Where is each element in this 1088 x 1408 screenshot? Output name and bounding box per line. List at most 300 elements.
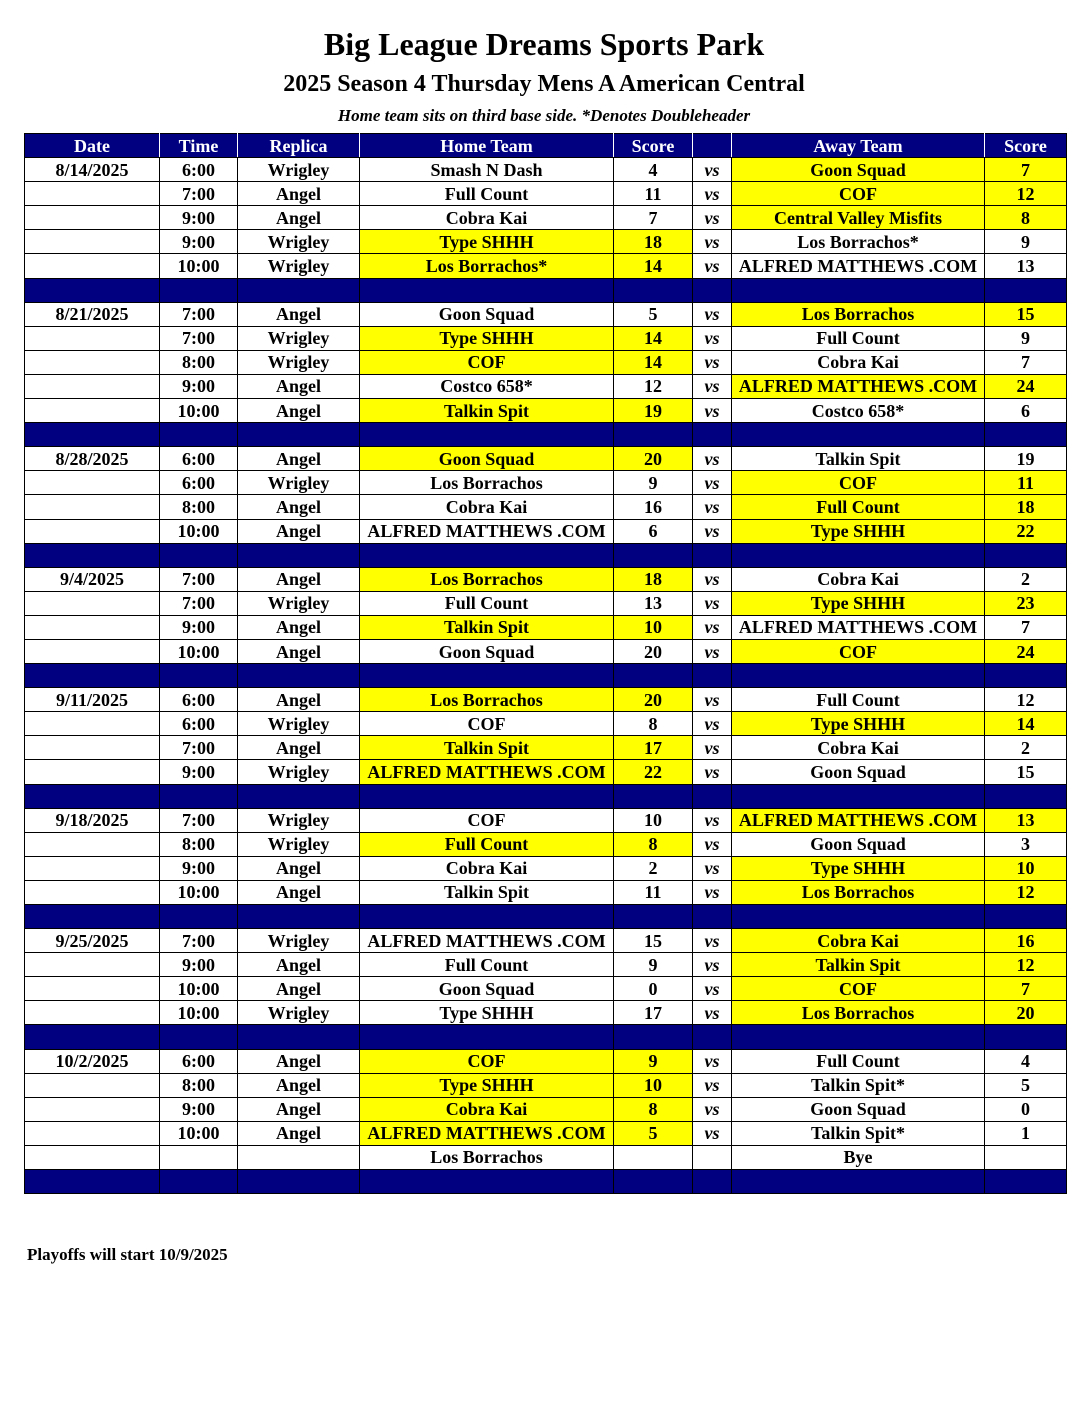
game-time: 7:00 [160, 929, 238, 953]
separator-cell [732, 1025, 985, 1049]
separator-cell [614, 905, 693, 929]
game-field: Angel [238, 495, 360, 519]
home-score: 17 [614, 1001, 693, 1025]
week-separator-row [25, 664, 1067, 688]
game-row [25, 736, 1067, 760]
away-score: 12 [985, 880, 1067, 904]
game-row [25, 471, 1067, 495]
game-field: Wrigley [238, 591, 360, 615]
away-team: Cobra Kai [732, 567, 985, 591]
away-score: 5 [985, 1073, 1067, 1097]
home-score: 8 [614, 1097, 693, 1121]
separator-cell [238, 278, 360, 302]
home-score: 11 [614, 182, 693, 206]
col-header-away-team: Away Team [732, 134, 985, 158]
game-row [25, 447, 1067, 471]
game-row [25, 1049, 1067, 1073]
col-header-replica: Replica [238, 134, 360, 158]
separator-cell [614, 423, 693, 447]
game-date [25, 1097, 160, 1121]
game-field: Angel [238, 639, 360, 663]
game-time: 9:00 [160, 374, 238, 398]
home-team: Cobra Kai [360, 1097, 614, 1121]
game-row [25, 326, 1067, 350]
game-row [25, 374, 1067, 398]
away-team: Bye [732, 1145, 985, 1169]
away-team: Goon Squad [732, 1097, 985, 1121]
separator-cell [238, 543, 360, 567]
separator-cell [985, 664, 1067, 688]
home-score: 15 [614, 929, 693, 953]
vs-label: vs [693, 1121, 732, 1145]
game-row [25, 832, 1067, 856]
game-date: 9/18/2025 [25, 808, 160, 832]
away-score: 2 [985, 736, 1067, 760]
game-field: Angel [238, 302, 360, 326]
page-title: Big League Dreams Sports Park [323, 26, 765, 62]
vs-label: vs [693, 1049, 732, 1073]
separator-cell [360, 1025, 614, 1049]
vs-label: vs [693, 519, 732, 543]
game-date [25, 1001, 160, 1025]
game-row [25, 182, 1067, 206]
game-time: 9:00 [160, 615, 238, 639]
home-team: Type SHHH [360, 326, 614, 350]
home-score: 12 [614, 374, 693, 398]
game-time: 6:00 [160, 447, 238, 471]
game-row [25, 808, 1067, 832]
home-team: Smash N Dash [360, 158, 614, 182]
home-team: COF [360, 1049, 614, 1073]
game-time: 8:00 [160, 350, 238, 374]
game-time: 7:00 [160, 182, 238, 206]
vs-label: vs [693, 856, 732, 880]
separator-cell [238, 784, 360, 808]
game-date [25, 953, 160, 977]
game-row [25, 880, 1067, 904]
home-team: ALFRED MATTHEWS .COM [360, 1121, 614, 1145]
schedule-table [24, 133, 1067, 1194]
game-time: 7:00 [160, 567, 238, 591]
vs-label: vs [693, 977, 732, 1001]
home-team: Full Count [360, 832, 614, 856]
home-team: Goon Squad [360, 447, 614, 471]
home-team: Type SHHH [360, 230, 614, 254]
game-row [25, 254, 1067, 278]
away-score: 20 [985, 1001, 1067, 1025]
separator-cell [238, 423, 360, 447]
game-date: 8/28/2025 [25, 447, 160, 471]
away-score: 23 [985, 591, 1067, 615]
separator-cell [160, 664, 238, 688]
game-time: 8:00 [160, 832, 238, 856]
away-score: 2 [985, 567, 1067, 591]
game-date [25, 639, 160, 663]
vs-label: vs [693, 302, 732, 326]
game-date [25, 736, 160, 760]
away-team: COF [732, 471, 985, 495]
game-date [25, 1073, 160, 1097]
vs-label: vs [693, 182, 732, 206]
separator-cell [614, 1170, 693, 1194]
home-score: 17 [614, 736, 693, 760]
separator-cell [160, 905, 238, 929]
vs-label [693, 1145, 732, 1169]
game-field: Angel [238, 206, 360, 230]
playoffs-note: Playoffs will start 10/9/2025 [27, 1245, 228, 1264]
game-row [25, 1001, 1067, 1025]
game-field: Wrigley [238, 158, 360, 182]
game-date [25, 471, 160, 495]
away-score: 22 [985, 519, 1067, 543]
game-field: Angel [238, 880, 360, 904]
game-field: Angel [238, 1073, 360, 1097]
game-row [25, 1121, 1067, 1145]
game-date [25, 977, 160, 1001]
away-team: Los Borrachos* [732, 230, 985, 254]
game-row [25, 688, 1067, 712]
away-team: Costco 658* [732, 399, 985, 423]
separator-cell [25, 664, 160, 688]
home-score [614, 1145, 693, 1169]
game-date [25, 1121, 160, 1145]
game-field: Angel [238, 182, 360, 206]
away-team: Full Count [732, 495, 985, 519]
game-time: 6:00 [160, 712, 238, 736]
separator-cell [160, 543, 238, 567]
col-header-time: Time [160, 134, 238, 158]
vs-label: vs [693, 1073, 732, 1097]
vs-label: vs [693, 447, 732, 471]
home-team: Cobra Kai [360, 495, 614, 519]
game-field: Angel [238, 615, 360, 639]
away-team: Los Borrachos [732, 302, 985, 326]
game-time [160, 1145, 238, 1169]
separator-cell [732, 1170, 985, 1194]
game-time: 7:00 [160, 808, 238, 832]
home-team: Type SHHH [360, 1073, 614, 1097]
game-field: Angel [238, 977, 360, 1001]
game-date: 9/25/2025 [25, 929, 160, 953]
game-field: Wrigley [238, 1001, 360, 1025]
doubleheader-note: Home team sits on third base side. *Denotes Doubleheader [337, 106, 751, 125]
home-score: 20 [614, 639, 693, 663]
col-header-home-score: Score [614, 134, 693, 158]
home-score: 10 [614, 1073, 693, 1097]
game-row [25, 302, 1067, 326]
home-score: 20 [614, 447, 693, 471]
vs-label: vs [693, 326, 732, 350]
away-score: 6 [985, 399, 1067, 423]
home-score: 18 [614, 230, 693, 254]
game-row [25, 206, 1067, 230]
game-time: 10:00 [160, 399, 238, 423]
away-score: 14 [985, 712, 1067, 736]
home-team: ALFRED MATTHEWS .COM [360, 519, 614, 543]
away-team: ALFRED MATTHEWS .COM [732, 374, 985, 398]
away-team: ALFRED MATTHEWS .COM [732, 808, 985, 832]
game-field: Angel [238, 399, 360, 423]
separator-cell [360, 543, 614, 567]
table-header-row [25, 134, 1067, 158]
game-field: Angel [238, 567, 360, 591]
game-time: 6:00 [160, 688, 238, 712]
game-row [25, 977, 1067, 1001]
game-row [25, 399, 1067, 423]
home-team: Cobra Kai [360, 206, 614, 230]
separator-cell [693, 1170, 732, 1194]
away-score: 12 [985, 688, 1067, 712]
separator-cell [25, 278, 160, 302]
away-score: 11 [985, 471, 1067, 495]
vs-label: vs [693, 567, 732, 591]
separator-cell [693, 543, 732, 567]
game-date [25, 760, 160, 784]
away-team: Full Count [732, 1049, 985, 1073]
game-time: 6:00 [160, 158, 238, 182]
separator-cell [160, 784, 238, 808]
game-time: 7:00 [160, 591, 238, 615]
game-row [25, 1097, 1067, 1121]
home-score: 6 [614, 519, 693, 543]
home-team: Talkin Spit [360, 615, 614, 639]
away-team: Talkin Spit [732, 447, 985, 471]
vs-label: vs [693, 350, 732, 374]
away-score [985, 1145, 1067, 1169]
separator-cell [985, 543, 1067, 567]
vs-label: vs [693, 953, 732, 977]
away-team: Goon Squad [732, 832, 985, 856]
away-team: Type SHHH [732, 856, 985, 880]
game-time: 8:00 [160, 1073, 238, 1097]
game-time: 6:00 [160, 1049, 238, 1073]
away-score: 8 [985, 206, 1067, 230]
game-date [25, 832, 160, 856]
game-row [25, 712, 1067, 736]
week-separator-row [25, 1025, 1067, 1049]
separator-cell [614, 664, 693, 688]
game-field: Wrigley [238, 471, 360, 495]
away-team: Goon Squad [732, 760, 985, 784]
home-score: 14 [614, 326, 693, 350]
separator-cell [160, 1025, 238, 1049]
away-team: COF [732, 182, 985, 206]
away-team: COF [732, 639, 985, 663]
away-team: Talkin Spit* [732, 1073, 985, 1097]
vs-label: vs [693, 591, 732, 615]
game-date [25, 182, 160, 206]
home-score: 0 [614, 977, 693, 1001]
away-team: Type SHHH [732, 712, 985, 736]
game-row [25, 929, 1067, 953]
away-score: 12 [985, 953, 1067, 977]
vs-label: vs [693, 688, 732, 712]
separator-cell [732, 905, 985, 929]
page-subtitle: 2025 Season 4 Thursday Mens A American Central [283, 71, 805, 97]
away-team: Talkin Spit* [732, 1121, 985, 1145]
home-score: 14 [614, 254, 693, 278]
game-date: 9/11/2025 [25, 688, 160, 712]
game-field [238, 1145, 360, 1169]
col-header-date: Date [25, 134, 160, 158]
game-time: 10:00 [160, 1121, 238, 1145]
vs-label: vs [693, 1001, 732, 1025]
away-score: 9 [985, 230, 1067, 254]
away-score: 10 [985, 856, 1067, 880]
separator-cell [238, 1170, 360, 1194]
separator-cell [160, 1170, 238, 1194]
game-row [25, 639, 1067, 663]
vs-label: vs [693, 471, 732, 495]
separator-cell [693, 423, 732, 447]
separator-cell [614, 543, 693, 567]
game-date: 8/21/2025 [25, 302, 160, 326]
col-header-away-score: Score [985, 134, 1067, 158]
away-team: Cobra Kai [732, 736, 985, 760]
home-score: 10 [614, 808, 693, 832]
separator-cell [732, 543, 985, 567]
game-time: 7:00 [160, 302, 238, 326]
vs-label: vs [693, 230, 732, 254]
separator-cell [25, 784, 160, 808]
away-team: ALFRED MATTHEWS .COM [732, 254, 985, 278]
home-team: Full Count [360, 953, 614, 977]
game-field: Angel [238, 447, 360, 471]
game-time: 10:00 [160, 254, 238, 278]
separator-cell [238, 1025, 360, 1049]
separator-cell [985, 423, 1067, 447]
separator-cell [732, 784, 985, 808]
game-row [25, 519, 1067, 543]
vs-label: vs [693, 808, 732, 832]
away-score: 3 [985, 832, 1067, 856]
game-row [25, 591, 1067, 615]
game-date: 9/4/2025 [25, 567, 160, 591]
game-field: Wrigley [238, 760, 360, 784]
game-time: 7:00 [160, 326, 238, 350]
away-score: 18 [985, 495, 1067, 519]
home-score: 22 [614, 760, 693, 784]
separator-cell [985, 905, 1067, 929]
separator-cell [693, 1025, 732, 1049]
game-field: Angel [238, 1121, 360, 1145]
home-score: 8 [614, 712, 693, 736]
away-score: 15 [985, 302, 1067, 326]
game-field: Angel [238, 736, 360, 760]
game-date [25, 399, 160, 423]
away-team: Full Count [732, 688, 985, 712]
away-score: 4 [985, 1049, 1067, 1073]
home-score: 4 [614, 158, 693, 182]
away-score: 13 [985, 254, 1067, 278]
away-team: ALFRED MATTHEWS .COM [732, 615, 985, 639]
home-team: Los Borrachos [360, 471, 614, 495]
separator-cell [985, 1025, 1067, 1049]
home-team: Talkin Spit [360, 880, 614, 904]
game-date [25, 495, 160, 519]
home-score: 5 [614, 1121, 693, 1145]
col-header-home-team: Home Team [360, 134, 614, 158]
separator-cell [25, 543, 160, 567]
home-team: COF [360, 712, 614, 736]
game-time: 9:00 [160, 856, 238, 880]
game-field: Wrigley [238, 230, 360, 254]
home-score: 18 [614, 567, 693, 591]
separator-cell [25, 905, 160, 929]
away-score: 7 [985, 977, 1067, 1001]
game-row [25, 615, 1067, 639]
vs-label: vs [693, 639, 732, 663]
schedule-body [25, 158, 1067, 1194]
vs-label: vs [693, 206, 732, 230]
week-separator-row [25, 905, 1067, 929]
game-time: 10:00 [160, 1001, 238, 1025]
separator-cell [732, 278, 985, 302]
home-team: Goon Squad [360, 302, 614, 326]
game-date [25, 206, 160, 230]
home-score: 14 [614, 350, 693, 374]
away-team: Type SHHH [732, 519, 985, 543]
separator-cell [160, 278, 238, 302]
separator-cell [25, 423, 160, 447]
vs-label: vs [693, 880, 732, 904]
home-team: Full Count [360, 182, 614, 206]
separator-cell [614, 1025, 693, 1049]
game-time: 10:00 [160, 519, 238, 543]
game-time: 6:00 [160, 471, 238, 495]
game-time: 9:00 [160, 230, 238, 254]
game-date [25, 615, 160, 639]
separator-cell [238, 905, 360, 929]
game-field: Angel [238, 1097, 360, 1121]
game-row [25, 567, 1067, 591]
separator-cell [732, 423, 985, 447]
away-score: 7 [985, 350, 1067, 374]
away-score: 12 [985, 182, 1067, 206]
home-score: 11 [614, 880, 693, 904]
home-team: COF [360, 350, 614, 374]
vs-label: vs [693, 832, 732, 856]
away-team: COF [732, 977, 985, 1001]
game-date [25, 254, 160, 278]
separator-cell [360, 278, 614, 302]
game-date [25, 519, 160, 543]
game-field: Wrigley [238, 832, 360, 856]
separator-cell [238, 664, 360, 688]
vs-label: vs [693, 1097, 732, 1121]
game-time: 9:00 [160, 760, 238, 784]
game-date [25, 712, 160, 736]
game-date [25, 374, 160, 398]
game-time: 8:00 [160, 495, 238, 519]
away-score: 16 [985, 929, 1067, 953]
vs-label: vs [693, 495, 732, 519]
away-score: 7 [985, 615, 1067, 639]
separator-cell [693, 278, 732, 302]
game-time: 10:00 [160, 639, 238, 663]
game-row [25, 953, 1067, 977]
home-team: ALFRED MATTHEWS .COM [360, 760, 614, 784]
game-row [25, 350, 1067, 374]
away-score: 7 [985, 158, 1067, 182]
game-time: 10:00 [160, 880, 238, 904]
game-row [25, 1145, 1067, 1169]
game-date [25, 880, 160, 904]
separator-cell [25, 1170, 160, 1194]
week-separator-row [25, 423, 1067, 447]
away-score: 0 [985, 1097, 1067, 1121]
away-team: Cobra Kai [732, 929, 985, 953]
